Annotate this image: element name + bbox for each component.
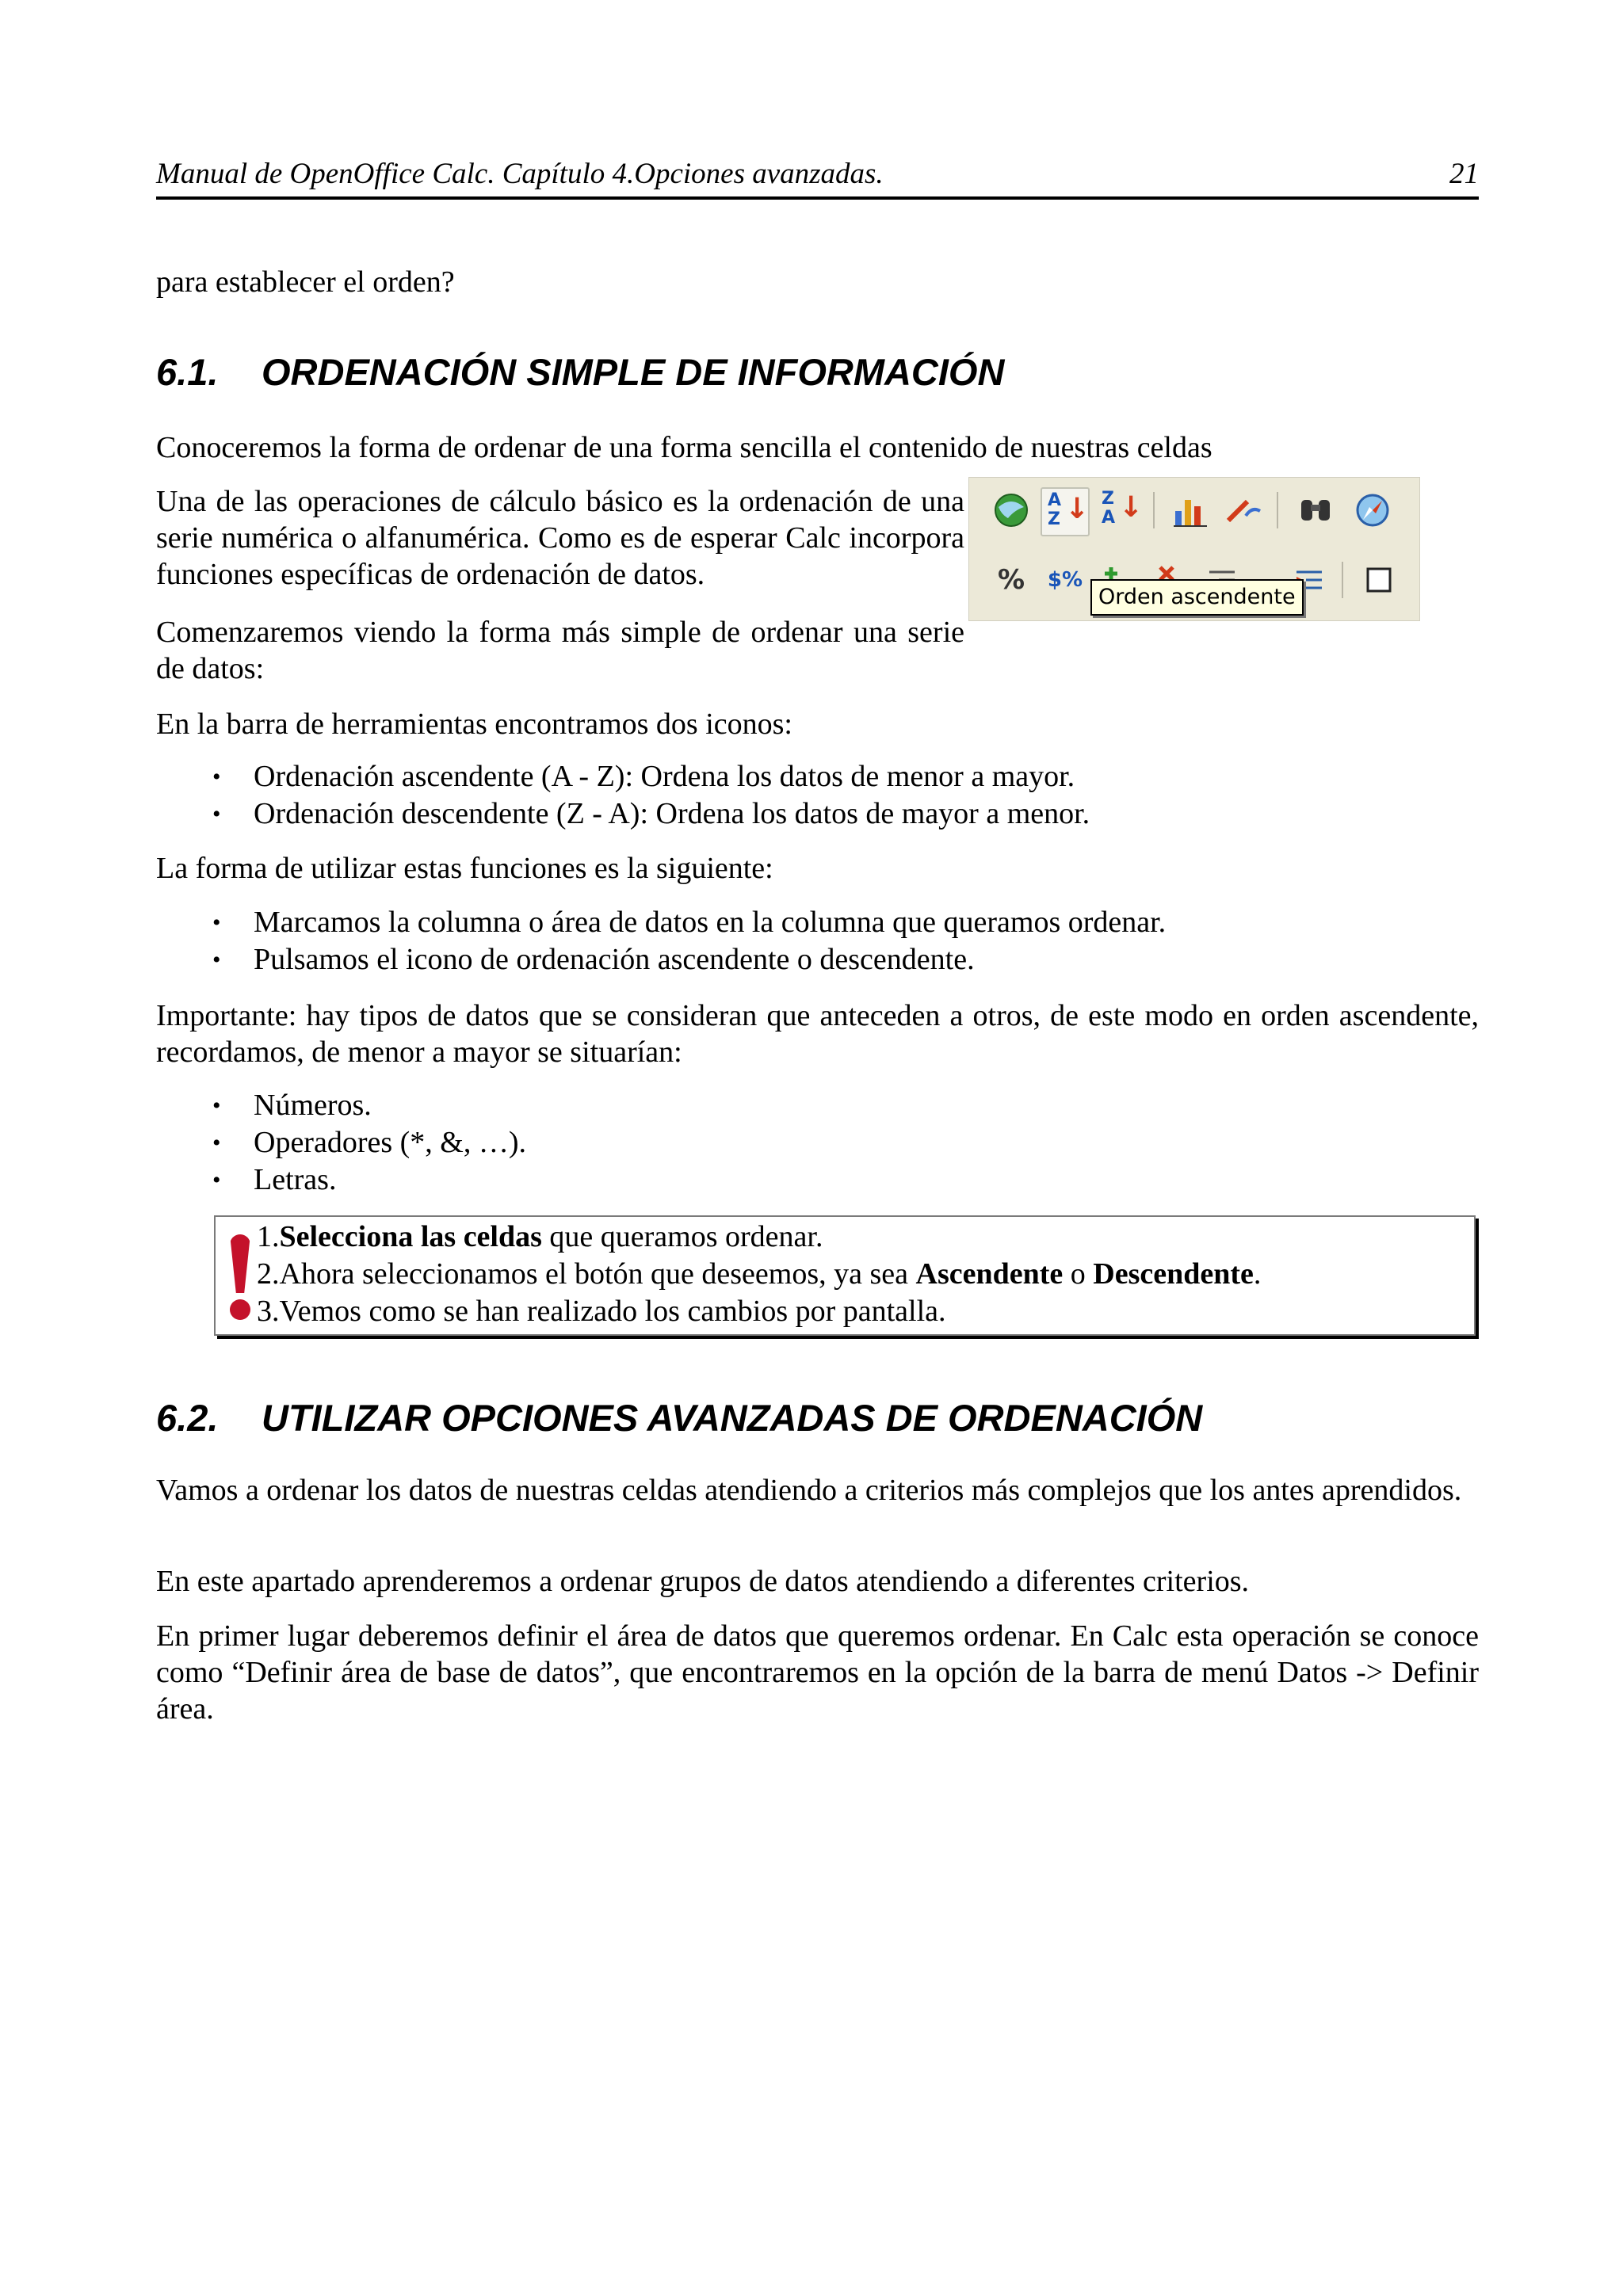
- sort-descending-icon[interactable]: Z A ↓: [1102, 489, 1144, 528]
- section-1-number: 6.1.: [156, 351, 219, 393]
- percent-icon[interactable]: %: [997, 564, 1025, 596]
- section-1-paragraph-6: Importante: hay tipos de datos que se consideran que anteceden a otros, de este modo en orden ascendente, recordamos, de menor a mayor se situarían:: [156, 999, 1479, 1069]
- tooltip-orden-ascendente: Orden ascendente: [1090, 579, 1304, 616]
- section-1-paragraph-2: Una de las operaciones de cálculo básico es la ordenación de una serie numérica o alfanumérica. Como es de esperar Calc incorpora funciones específicas de ordenación de datos.: [156, 485, 964, 591]
- note-lines: [257, 1219, 1261, 1330]
- list-item: • Operadores (*, &, …).: [206, 1124, 1442, 1161]
- toolbar-screenshot: [968, 477, 1420, 621]
- header-title: Manual de OpenOffice Calc. Capítulo 4.Opciones avanzadas.: [156, 158, 884, 190]
- section-1-paragraph-4: En la barra de herramientas encontramos dos iconos:: [156, 707, 792, 741]
- list-item: • Ordenación ascendente (A - Z): Ordena los datos de menor a mayor.: [206, 758, 1442, 795]
- currency-icon[interactable]: $%: [1047, 568, 1083, 592]
- intro-fragment: para establecer el orden?: [156, 265, 455, 299]
- section-1-title: ORDENACIÓN SIMPLE DE INFORMACIÓN: [262, 351, 1005, 393]
- section-2-paragraph-2: En este apartado aprenderemos a ordenar grupos de datos atendiendo a diferentes criterios.: [156, 1565, 1250, 1598]
- list-item: • Ordenación descendente (Z - A): Ordena los datos de mayor a menor.: [206, 795, 1442, 833]
- section-1-heading: [156, 349, 1479, 396]
- list-item: • Marcamos la columna o área de datos en la columna que queramos ordenar.: [206, 904, 1442, 941]
- note-line-1: 1.Selecciona las celdas que queramos ordenar.: [257, 1220, 823, 1253]
- icons-list: [206, 758, 1442, 833]
- navigator-icon[interactable]: [1350, 487, 1396, 533]
- running-header: [156, 155, 1479, 200]
- section-1-paragraph-5: La forma de utilizar estas funciones es la siguiente:: [156, 852, 773, 885]
- sort-ascending-icon[interactable]: A Z ↓: [1041, 487, 1090, 536]
- note-line-2: 2.Ahora seleccionamos el botón que deseemos, ya sea Ascendente o Descendente.: [257, 1257, 1262, 1291]
- list-item: • Letras.: [206, 1161, 1442, 1199]
- section-2-title: UTILIZAR OPCIONES AVANZADAS DE ORDENACIÓN: [262, 1397, 1203, 1439]
- order-list: [206, 1087, 1442, 1199]
- note-box: [214, 1215, 1476, 1336]
- section-2-number: 6.2.: [156, 1397, 219, 1439]
- exclamation-icon: [225, 1234, 257, 1322]
- borders-icon[interactable]: [1356, 557, 1402, 603]
- binoculars-icon[interactable]: [1293, 487, 1338, 533]
- section-1-paragraph-1: Conoceremos la forma de ordenar de una forma sencilla el contenido de nuestras celdas: [156, 431, 1212, 464]
- page-number: 21: [1449, 158, 1479, 190]
- section-2-paragraph-1: Vamos a ordenar los datos de nuestras celdas atendiendo a criterios más complejos que los antes aprendidos.: [156, 1474, 1462, 1507]
- chart-icon[interactable]: [1167, 487, 1213, 533]
- section-2-paragraph-3: En primer lugar deberemos definir el área de datos que queremos ordenar. En Calc esta operación se conoce como “Definir área de base de datos”, que encontraremos en la opción de la barra de menú Datos -> Definir área.: [156, 1619, 1479, 1726]
- section-2-heading: [156, 1394, 1479, 1442]
- note-line-3: 3.Vemos como se han realizado los cambios por pantalla.: [257, 1295, 946, 1328]
- draw-functions-icon[interactable]: [1221, 487, 1267, 533]
- steps-list: [206, 904, 1442, 978]
- toolbar-row-1: [969, 481, 1419, 544]
- globe-icon[interactable]: [988, 487, 1034, 533]
- list-item: • Números.: [206, 1087, 1442, 1124]
- list-item: • Pulsamos el icono de ordenación ascendente o descendente.: [206, 941, 1442, 978]
- section-1-paragraph-3: Comenzaremos viendo la forma más simple de ordenar una serie de datos:: [156, 616, 964, 685]
